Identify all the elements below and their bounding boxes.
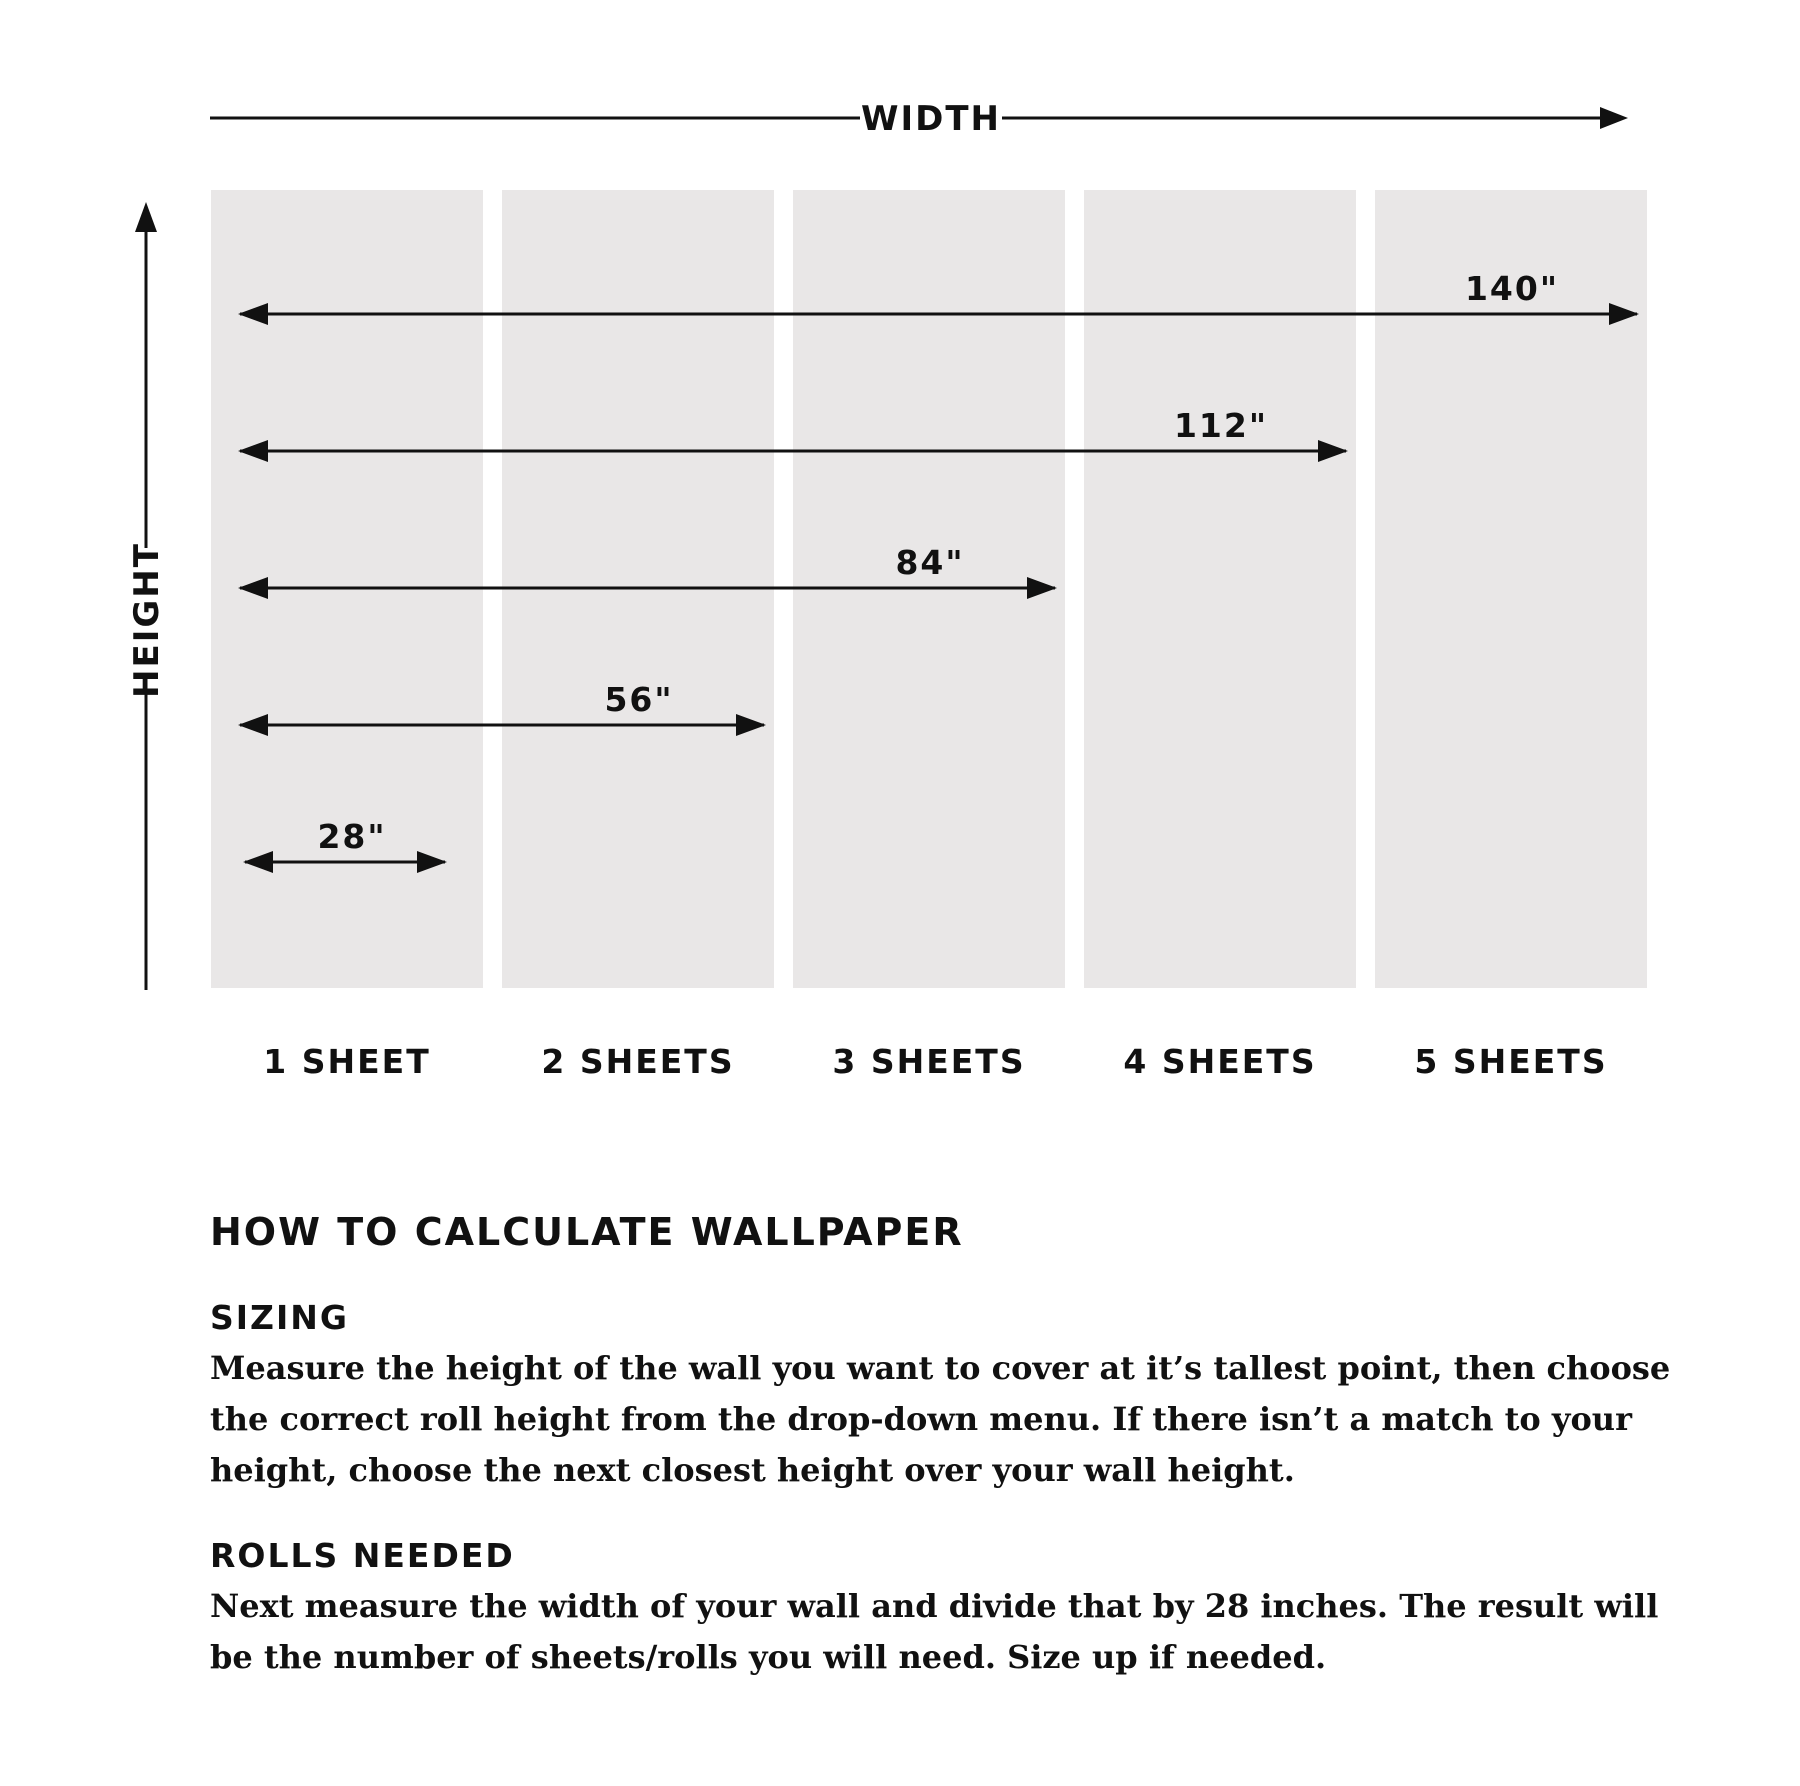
- sheet-label-5: 5 SHEETS: [1414, 1042, 1608, 1081]
- guide-title: HOW TO CALCULATE WALLPAPER: [210, 1210, 964, 1254]
- sizing-heading: SIZING: [210, 1298, 349, 1337]
- measure-label-3: 84": [895, 543, 965, 582]
- sheet-count-labels: [263, 1042, 1607, 1081]
- height-axis-arrowhead: [135, 202, 157, 232]
- sheet-label-1: 1 SHEET: [263, 1042, 431, 1081]
- sizing-section: [210, 1298, 1710, 1496]
- calculation-guide: [210, 1210, 1710, 1723]
- sheet-panel-5: [1375, 190, 1647, 988]
- width-axis-arrowhead: [1600, 107, 1628, 129]
- measure-label-5: 140": [1464, 269, 1560, 308]
- sheet-label-4: 4 SHEETS: [1123, 1042, 1317, 1081]
- sizing-text: Measure the height of the wall you want to cover at it’s tallest point, then choose the correct roll height from the drop-down menu. If there isn’t a match to your height, choose the next closest height over your wall height.: [210, 1349, 1671, 1489]
- rolls-needed-section: [210, 1536, 1710, 1683]
- width-label: WIDTH: [860, 99, 1002, 139]
- measure-label-1: 28": [317, 817, 387, 856]
- height-axis: [118, 202, 174, 990]
- height-label: HEIGHT: [127, 542, 167, 698]
- sheet-label-2: 2 SHEETS: [541, 1042, 735, 1081]
- measure-label-2: 56": [604, 680, 674, 719]
- rolls-needed-heading: ROLLS NEEDED: [210, 1536, 515, 1575]
- sheet-panel-4: [1084, 190, 1356, 988]
- measure-label-4: 112": [1173, 406, 1269, 445]
- width-axis: [210, 92, 1628, 144]
- rolls-needed-text: Next measure the width of your wall and divide that by 28 inches. The result will be the number of sheets/rolls you will need. Size up if needed.: [210, 1587, 1659, 1676]
- sheet-label-3: 3 SHEETS: [832, 1042, 1026, 1081]
